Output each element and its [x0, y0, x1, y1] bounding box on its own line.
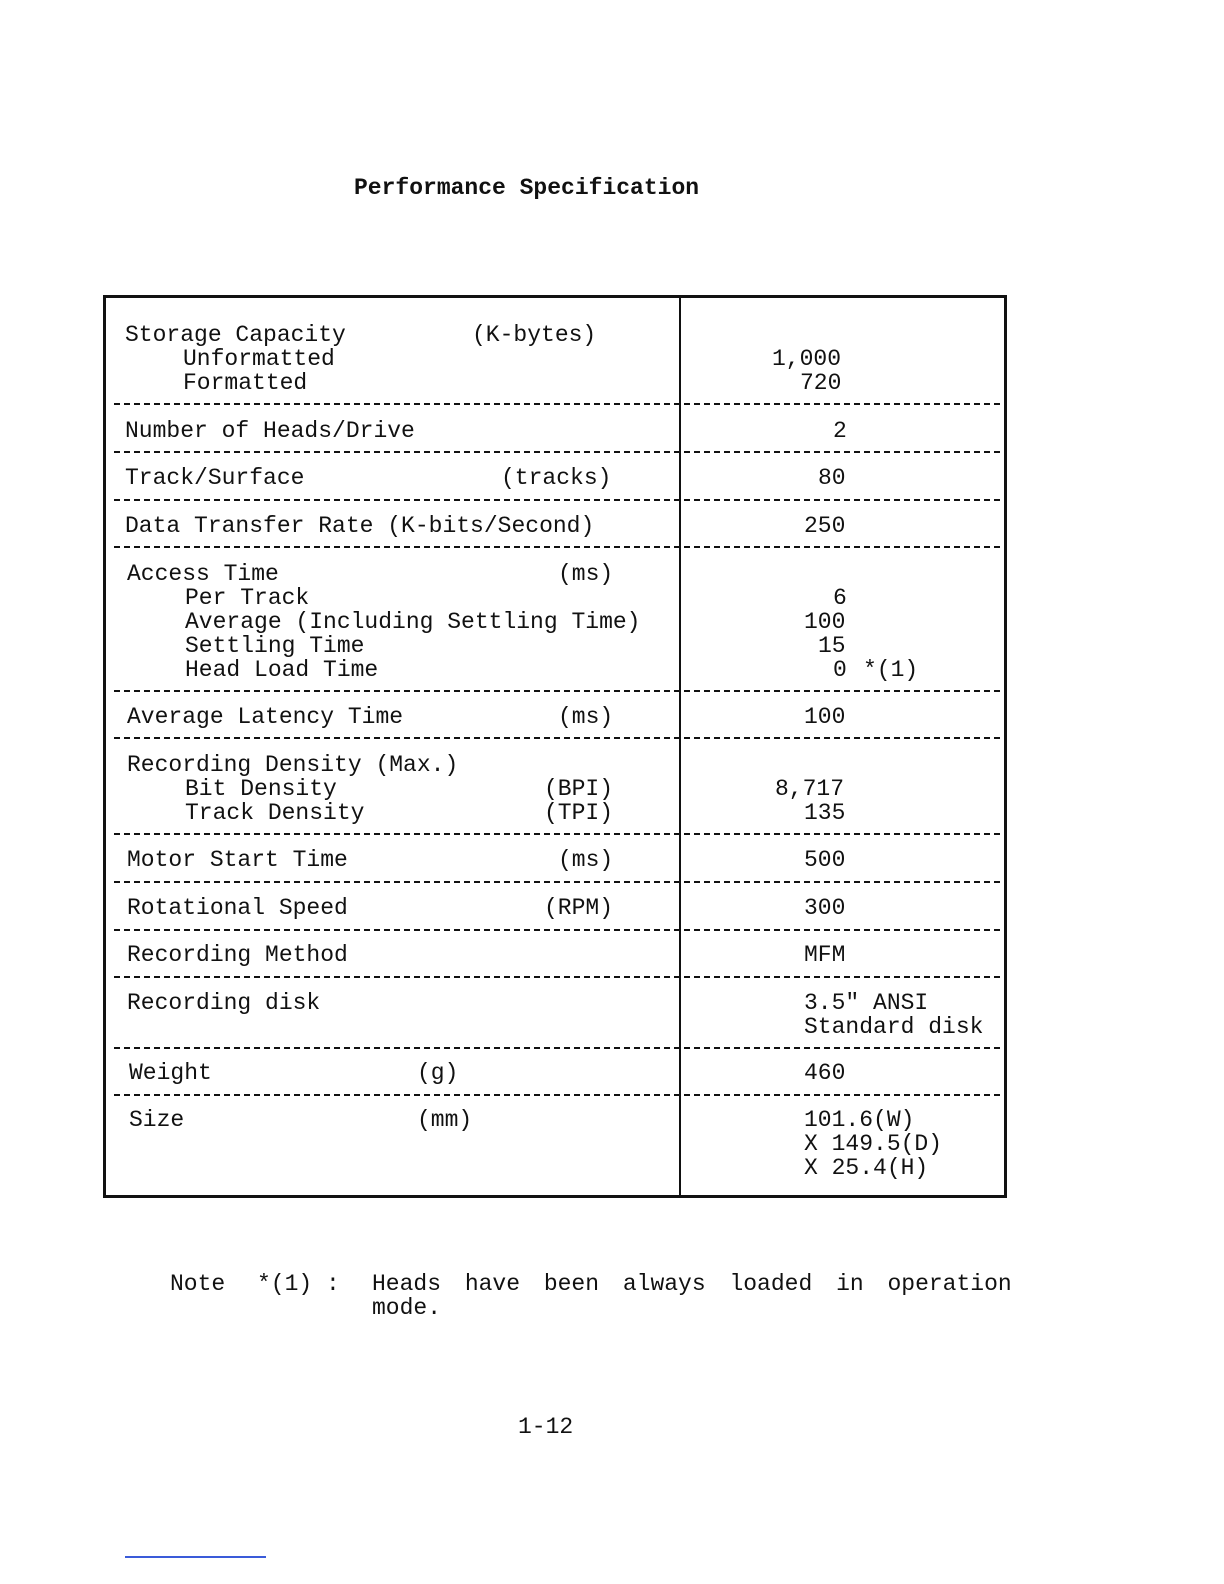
access-sub-head-load: Head Load Time	[185, 657, 379, 683]
access-sub-per-track: Per Track	[185, 585, 310, 611]
transfer-label: Data Transfer Rate (K-bits/Second)	[125, 513, 595, 539]
size-unit: (mm)	[417, 1107, 473, 1133]
access-footnote-ref: *(1)	[863, 657, 919, 683]
row-divider	[114, 451, 1000, 453]
access-unit: (ms)	[558, 561, 614, 587]
speed-value: 300	[804, 895, 846, 921]
row-divider	[114, 499, 1000, 501]
footer-rule	[125, 1556, 266, 1558]
row-divider	[114, 1047, 1000, 1049]
disk-label: Recording disk	[127, 990, 321, 1016]
method-value: MFM	[804, 942, 846, 968]
track-unit: (tracks)	[501, 465, 612, 491]
note-text-line1: Heads have been always loaded in operation	[372, 1271, 1012, 1297]
access-sub-average: Average (Including Settling Time)	[185, 609, 641, 635]
motor-value: 500	[804, 847, 846, 873]
track-label: Track/Surface	[125, 465, 305, 491]
weight-label: Weight	[129, 1060, 212, 1086]
note-ref: *(1) :	[257, 1271, 340, 1297]
size-label: Size	[129, 1107, 185, 1133]
page-number: 1-12	[518, 1414, 574, 1440]
row-divider	[114, 737, 1000, 739]
disk-value-line2: Standard disk	[804, 1014, 984, 1040]
row-divider	[114, 929, 1000, 931]
size-value-depth: X 149.5(D)	[804, 1131, 943, 1157]
latency-value: 100	[804, 704, 846, 730]
weight-value: 460	[804, 1060, 846, 1086]
note-text-line2: mode.	[372, 1295, 442, 1321]
access-value-per-track: 6	[833, 585, 847, 611]
storage-sub-formatted: Formatted	[183, 370, 308, 396]
transfer-value: 250	[804, 513, 846, 539]
size-value-width: 101.6(W)	[804, 1107, 915, 1133]
row-divider	[114, 1094, 1000, 1096]
density-label: Recording Density (Max.)	[127, 752, 459, 778]
weight-unit: (g)	[417, 1060, 459, 1086]
access-sub-settling: Settling Time	[185, 633, 365, 659]
access-label: Access Time	[127, 561, 279, 587]
motor-label: Motor Start Time	[127, 847, 348, 873]
size-value-height: X 25.4(H)	[804, 1155, 929, 1181]
storage-label: Storage Capacity	[125, 322, 346, 348]
disk-value-line1: 3.5" ANSI	[804, 990, 929, 1016]
spec-table	[103, 295, 1007, 1198]
latency-label: Average Latency Time	[127, 704, 404, 730]
column-divider	[679, 298, 681, 1195]
speed-label: Rotational Speed	[127, 895, 348, 921]
row-divider	[114, 546, 1000, 548]
motor-unit: (ms)	[558, 847, 614, 873]
density-value-track: 135	[804, 800, 846, 826]
speed-unit: (RPM)	[544, 895, 614, 921]
row-divider	[114, 403, 1000, 405]
access-value-settling: 15	[818, 633, 846, 659]
storage-value-formatted: 720	[800, 370, 842, 396]
density-sub-bit: Bit Density	[185, 776, 337, 802]
note-label: Note	[170, 1271, 226, 1297]
page-title: Performance Specification	[354, 175, 700, 201]
method-label: Recording Method	[127, 942, 348, 968]
access-value-head-load: 0	[833, 657, 847, 683]
density-unit-bpi: (BPI)	[544, 776, 614, 802]
row-divider	[114, 833, 1000, 835]
storage-unit: (K-bytes)	[472, 322, 597, 348]
density-unit-tpi: (TPI)	[544, 800, 614, 826]
track-value: 80	[818, 465, 846, 491]
row-divider	[114, 976, 1000, 978]
density-sub-track: Track Density	[185, 800, 365, 826]
density-value-bit: 8,717	[775, 776, 845, 802]
row-divider	[114, 690, 1000, 692]
access-value-average: 100	[804, 609, 846, 635]
heads-label: Number of Heads/Drive	[125, 418, 415, 444]
heads-value: 2	[833, 418, 847, 444]
row-divider	[114, 881, 1000, 883]
storage-value-unformatted: 1,000	[772, 346, 842, 372]
latency-unit: (ms)	[558, 704, 614, 730]
storage-sub-unformatted: Unformatted	[183, 346, 335, 372]
